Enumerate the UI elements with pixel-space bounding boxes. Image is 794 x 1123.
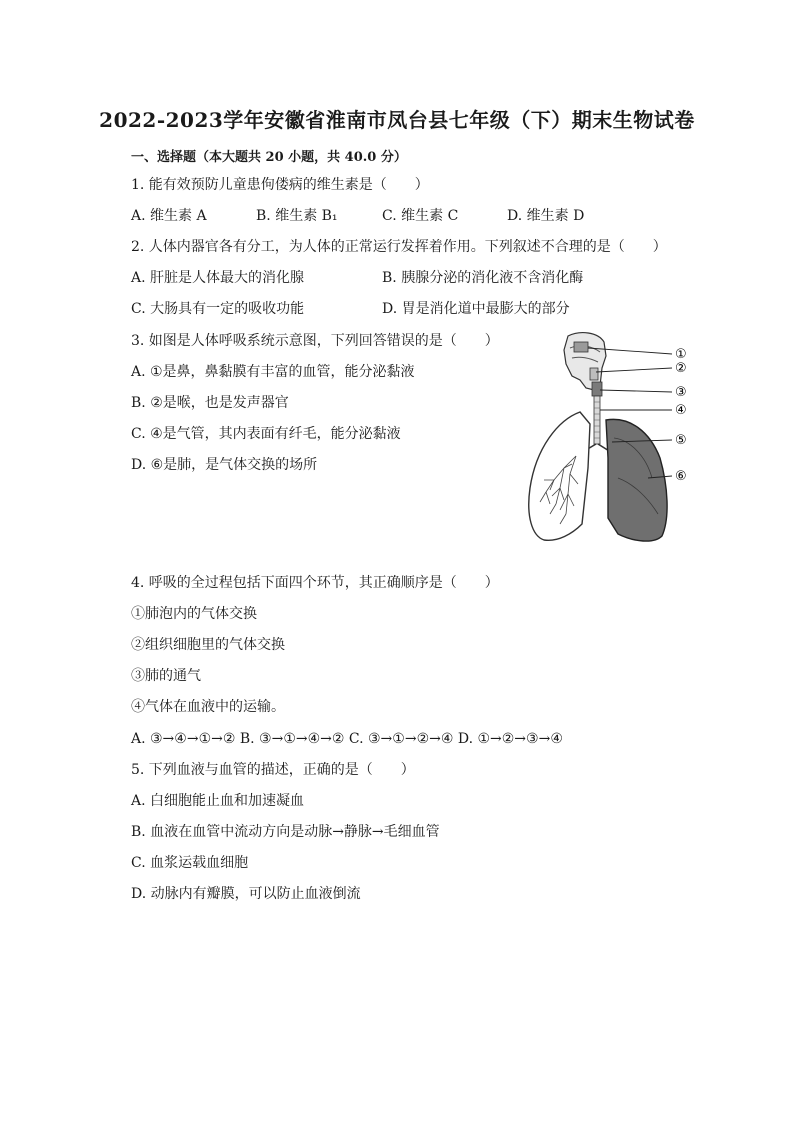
section-heading: 一、选择题（本大题共 20 小题，共 40.0 分）: [131, 150, 407, 165]
question-5-option-c: C. 血浆运载血细胞: [131, 855, 249, 871]
question-3-option-a: A. ①是鼻，鼻黏膜有丰富的血管，能分泌黏液: [131, 364, 415, 380]
figure-label-5: ⑤: [675, 433, 687, 448]
question-5-stem: 5. 下列血液与血管的描述，正确的是（ ）: [131, 762, 415, 778]
question-3-option-b: B. ②是喉，也是发声器官: [131, 395, 289, 411]
question-2-option-c: C. 大肠具有一定的吸收功能: [131, 301, 305, 317]
question-4-item-4: ④气体在血液中的运输。: [131, 699, 285, 715]
question-4-item-2: ②组织细胞里的气体交换: [131, 637, 285, 653]
exam-title: 2022-2023学年安徽省淮南市凤台县七年级（下）期末生物试卷: [99, 108, 695, 132]
question-1-stem: 1. 能有效预防儿童患佝偻病的维生素是（ ）: [131, 177, 429, 193]
question-4-item-1: ①肺泡内的气体交换: [131, 606, 257, 622]
figure-label-2: ②: [675, 361, 687, 376]
question-4-options: A. ③→④→①→② B. ③→①→④→② C. ③→①→②→④ D. ①→②→③→④: [131, 731, 563, 747]
question-1-option-d: D. 维生素 D: [507, 208, 585, 224]
figure-label-6: ⑥: [675, 469, 687, 484]
respiratory-system-diagram: [510, 328, 710, 546]
question-1-option-c: C. 维生素 C: [382, 208, 459, 224]
question-5-option-d: D. 动脉内有瓣膜，可以防止血液倒流: [131, 886, 361, 902]
question-3-option-d: D. ⑥是肺，是气体交换的场所: [131, 457, 318, 473]
question-2-stem: 2. 人体内器官各有分工，为人体的正常运行发挥着作用。下列叙述不合理的是（ ）: [131, 239, 667, 255]
figure-label-3: ③: [675, 385, 687, 400]
respiratory-system-illustration: [510, 328, 710, 546]
question-5-option-a: A. 白细胞能止血和加速凝血: [131, 793, 305, 809]
question-4-item-3: ③肺的通气: [131, 668, 201, 684]
question-5-option-b: B. 血液在血管中流动方向是动脉→静脉→毛细血管: [131, 824, 440, 840]
question-3-option-c: C. ④是气管，其内表面有纤毛，能分泌黏液: [131, 426, 401, 442]
question-3-stem: 3. 如图是人体呼吸系统示意图，下列回答错误的是（ ）: [131, 333, 499, 349]
question-2-option-a: A. 肝脏是人体最大的消化腺: [131, 270, 305, 286]
figure-label-4: ④: [675, 403, 687, 418]
figure-label-1: ①: [675, 347, 687, 362]
question-1-option-b: B. 维生素 B₁: [256, 208, 338, 224]
question-2-option-d: D. 胃是消化道中最膨大的部分: [382, 301, 570, 317]
question-4-stem: 4. 呼吸的全过程包括下面四个环节，其正确顺序是（ ）: [131, 575, 499, 591]
question-1-option-a: A. 维生素 A: [131, 208, 207, 224]
question-2-option-b: B. 胰腺分泌的消化液不含消化酶: [382, 270, 584, 286]
